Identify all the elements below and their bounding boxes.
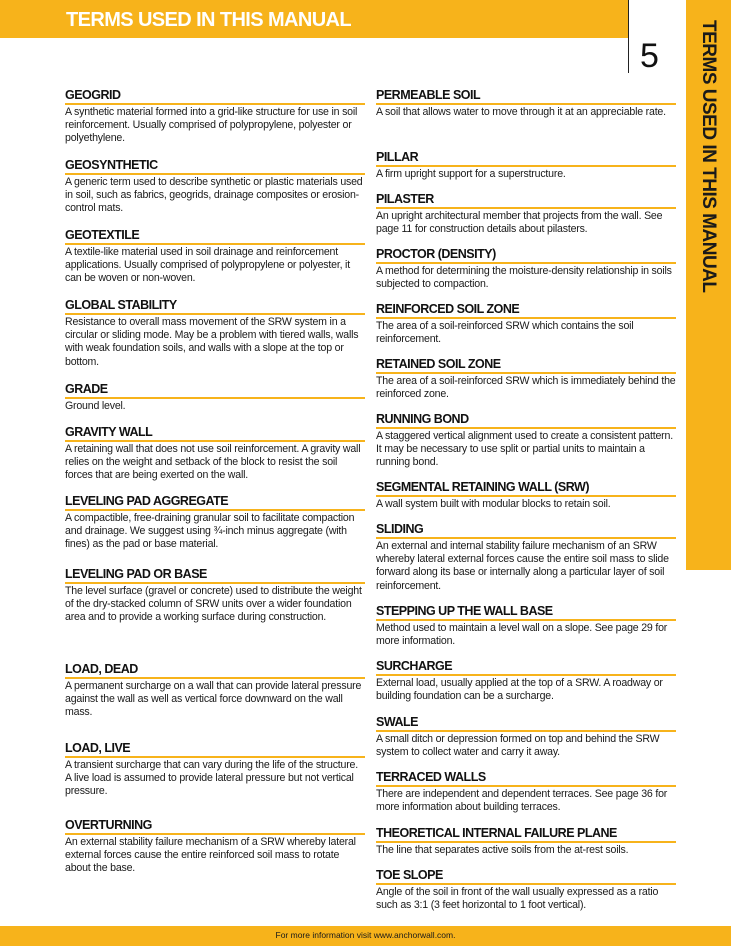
page-number: 5 [640, 37, 659, 75]
term-heading: REINFORCED SOIL ZONE [376, 302, 676, 319]
glossary-entry [376, 150, 676, 181]
term-definition: A permanent surcharge on a wall that can provide lateral pressure against the wall as well as vertical force downward on the wall mass. [65, 680, 362, 719]
glossary-entry [65, 228, 365, 286]
term-definition: A soil that allows water to move through it at an appreciable rate. [376, 106, 666, 118]
glossary-entry [376, 868, 676, 912]
glossary-entry [65, 662, 365, 720]
term-definition: The level surface (gravel or concrete) used to distribute the weight of the dry-stacked column of SRW units over a wider foundation area and to provide a working surface during construction. [65, 585, 362, 624]
term-heading: SLIDING [376, 522, 676, 539]
term-heading: PILLAR [376, 150, 676, 167]
term-definition: An external stability failure mechanism of a SRW whereby lateral external forces cause the entire reinforced soil mass to rotate about the base. [65, 836, 356, 875]
term-heading: RUNNING BOND [376, 412, 676, 429]
term-definition: A transient surcharge that can vary during the life of the structure. A live load is assumed to provide lateral pressure but not vertical pressure. [65, 759, 358, 798]
term-heading: RETAINED SOIL ZONE [376, 357, 676, 374]
glossary-entry [65, 382, 365, 413]
glossary-entry [65, 741, 365, 799]
glossary-entry [376, 522, 676, 593]
glossary-entry [376, 412, 676, 470]
glossary-entry [65, 158, 365, 216]
term-heading: PERMEABLE SOIL [376, 88, 676, 105]
glossary-entry [65, 494, 365, 552]
term-heading: GEOTEXTILE [65, 228, 365, 245]
term-definition: A small ditch or depression formed on top and behind the SRW system to collect water and carry it away. [376, 733, 660, 759]
term-definition: A generic term used to describe synthetic or plastic materials used in soil, such as fabrics, geogrids, drainage composites or erosion-control mats. [65, 176, 363, 215]
side-tab-title: TERMS USED IN THIS MANUAL [698, 20, 719, 293]
term-heading: STEPPING UP THE WALL BASE [376, 604, 676, 621]
term-definition: A firm upright support for a superstructure. [376, 168, 566, 180]
page-title: TERMS USED IN THIS MANUAL [66, 9, 352, 31]
glossary-entry [376, 659, 676, 703]
term-definition: The line that separates active soils from the at-rest soils. [376, 844, 629, 856]
term-definition: A method for determining the moisture-density relationship in soils subjected to compaction. [376, 265, 672, 291]
header-divider [628, 0, 629, 73]
term-heading: SEGMENTAL RETAINING WALL (SRW) [376, 480, 676, 497]
term-heading: TOE SLOPE [376, 868, 676, 885]
term-definition: A wall system built with modular blocks to retain soil. [376, 498, 611, 510]
term-definition: External load, usually applied at the top of a SRW. A roadway or building foundation can be a surcharge. [376, 677, 663, 703]
term-heading: SURCHARGE [376, 659, 676, 676]
term-definition: A textile-like material used in soil drainage and reinforcement applications. Usually comprised of polypropylene or polyester, it can be woven or non-woven. [65, 246, 350, 285]
term-heading: OVERTURNING [65, 818, 365, 835]
term-heading: LEVELING PAD OR BASE [65, 567, 365, 584]
term-definition: The area of a soil-reinforced SRW which contains the soil reinforcement. [376, 320, 634, 346]
term-heading: THEORETICAL INTERNAL FAILURE PLANE [376, 826, 676, 843]
term-definition: An upright architectural member that projects from the wall. See page 11 for construction details about pilasters. [376, 210, 663, 236]
glossary-entry [65, 425, 365, 483]
term-heading: PILASTER [376, 192, 676, 209]
glossary-entry [376, 480, 676, 511]
term-heading: PROCTOR (DENSITY) [376, 247, 676, 264]
glossary-entry [65, 818, 365, 876]
term-definition: Resistance to overall mass movement of the SRW system in a circular or sliding mode. May be a problem with tiered walls, walls with weak foundation soils, and walls with a slope at the top or bottom. [65, 316, 359, 368]
glossary-entry [376, 357, 676, 401]
term-definition: A compactible, free-draining granular soil to facilitate compaction and drainage. We suggest using ¾-inch minus aggregate (with fines) as the pad or base material. [65, 512, 355, 551]
header-bar [0, 0, 628, 38]
term-heading: LOAD, DEAD [65, 662, 365, 679]
footer-text: For more information visit www.anchorwall.com. [275, 930, 456, 940]
term-definition: Angle of the soil in front of the wall usually expressed as a ratio such as 3:1 (3 feet horizontal to 1 foot vertical). [376, 886, 659, 912]
glossary-entry [376, 192, 676, 236]
term-heading: GRAVITY WALL [65, 425, 365, 442]
term-definition: A retaining wall that does not use soil reinforcement. A gravity wall relies on the weight and setback of the block to resist the soil forces that are being exerted on the wall. [65, 443, 361, 482]
glossary-entry [65, 298, 365, 369]
term-definition: Ground level. [65, 400, 126, 412]
term-heading: GLOBAL STABILITY [65, 298, 365, 315]
term-heading: GRADE [65, 382, 365, 399]
term-heading: LEVELING PAD AGGREGATE [65, 494, 365, 511]
term-heading: GEOSYNTHETIC [65, 158, 365, 175]
term-heading: LOAD, LIVE [65, 741, 365, 758]
glossary-entry [376, 826, 676, 857]
glossary-entry [65, 88, 365, 146]
term-heading: SWALE [376, 715, 676, 732]
glossary-entry [376, 770, 676, 814]
footer-bar [0, 926, 731, 946]
glossary-entry [376, 302, 676, 346]
term-definition: Method used to maintain a level wall on a slope. See page 29 for more information. [376, 622, 668, 648]
glossary-entry [376, 604, 676, 648]
term-definition: An external and internal stability failure mechanism of an SRW whereby lateral external forces cause the entire soil mass to slide forward along its base or internally along a particular layer of soil reinforcement. [376, 540, 669, 592]
glossary-entry [376, 715, 676, 759]
term-definition: A staggered vertical alignment used to create a consistent pattern. It may be necessary to use split or partial units to maintain a running bond. [376, 430, 673, 469]
term-heading: GEOGRID [65, 88, 365, 105]
term-definition: The area of a soil-reinforced SRW which is immediately behind the reinforced zone. [376, 375, 676, 401]
term-heading: TERRACED WALLS [376, 770, 676, 787]
glossary-entry [376, 247, 676, 291]
term-definition: A synthetic material formed into a grid-like structure for use in soil reinforcement. Usually comprised of polypropylene, polyester or polyethylene. [65, 106, 358, 145]
glossary-entry [376, 88, 676, 119]
term-definition: There are independent and dependent terraces. See page 36 for more information about building terraces. [376, 788, 668, 814]
glossary-entry [65, 567, 365, 625]
